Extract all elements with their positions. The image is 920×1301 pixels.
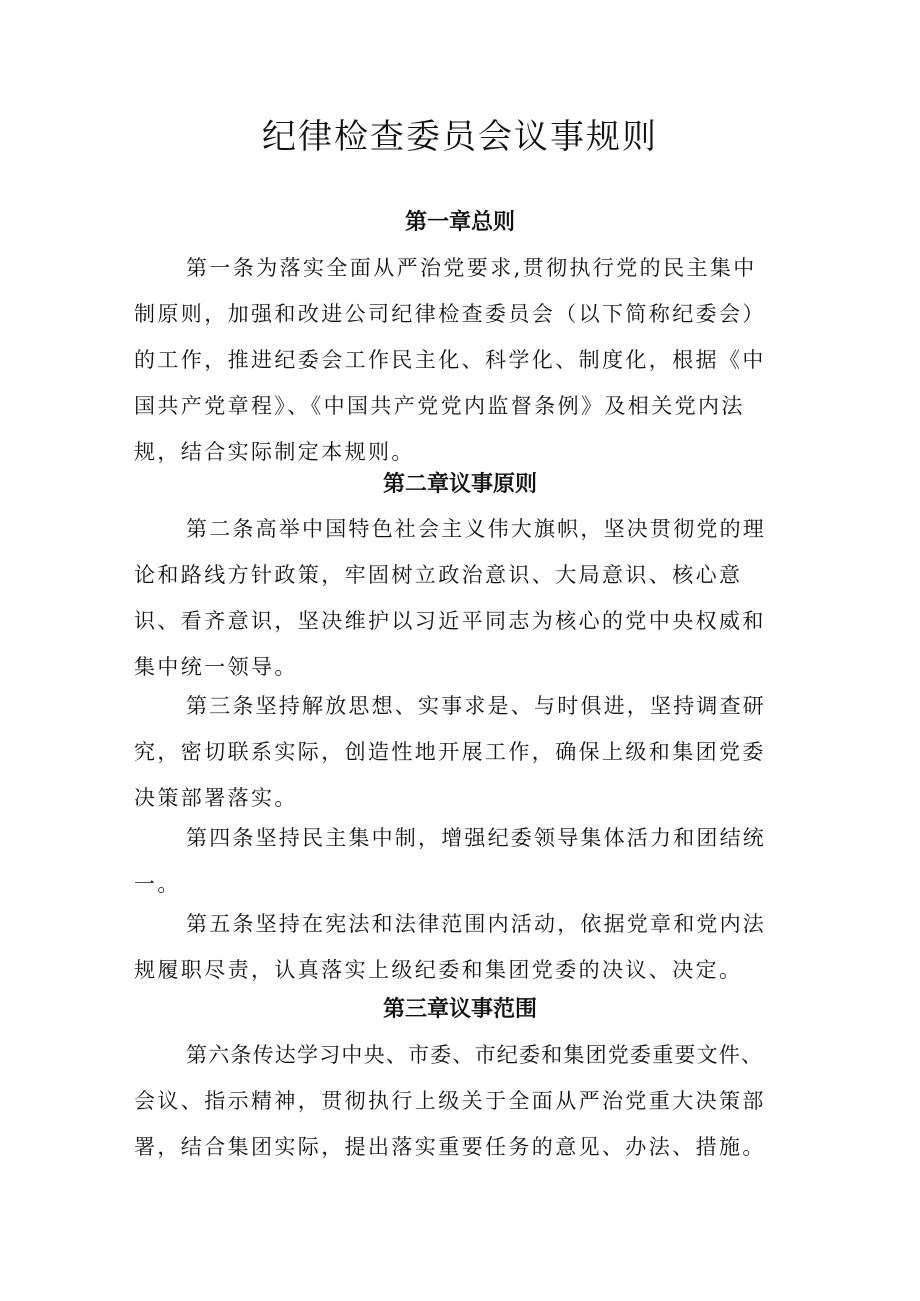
article-1-line-2: 制原则，加强和改进公司纪律检查委员会（以下简称纪委会） xyxy=(134,302,766,326)
chapter-heading-1: 第一章总则 xyxy=(404,210,515,235)
article-5-line-2: 规履职尽责，认真落实上级纪委和集团党委的决议、决定。 xyxy=(134,958,743,982)
article-3-line-2: 究，密切联系实际，创造性地开展工作，确保上级和集团党委 xyxy=(134,740,766,764)
article-6-paragraph xyxy=(134,1032,766,1170)
article-2-paragraph xyxy=(134,506,766,690)
article-2-line-3: 识、看齐意识，坚决维护以习近平同志为核心的党中央权威和 xyxy=(134,609,766,633)
article-3-paragraph xyxy=(134,683,766,821)
chapter-heading-2: 第二章议事原则 xyxy=(382,472,537,497)
article-1-line-5: 规，结合实际制定本规则。 xyxy=(134,440,415,464)
article-4-line-1: 第四条坚持民主集中制，增强纪委领导集体活力和团结统 xyxy=(186,826,766,850)
document-title: 纪律检查委员会议事规则 xyxy=(262,117,658,157)
article-6-line-2: 会议、指示精神，贯彻执行上级关于全面从严治党重大决策部 xyxy=(134,1089,766,1113)
article-1-line-3: 的工作，推进纪委会工作民主化、科学化、制度化，根据《中 xyxy=(134,348,766,372)
article-2-line-1: 第二条高举中国特色社会主义伟大旗帜，坚决贯彻党的理 xyxy=(186,517,766,541)
article-1-paragraph xyxy=(134,245,766,475)
article-3-line-1: 第三条坚持解放思想、实事求是、与时俱进，坚持调查研 xyxy=(186,694,766,718)
article-5-line-1: 第五条坚持在宪法和法律范围内活动，依据党章和党内法 xyxy=(186,912,766,936)
article-6-line-3: 署，结合集团实际，提出落实重要任务的意见、办法、措施。 xyxy=(134,1135,766,1159)
article-1-line-4: 国共产党章程》、《中国共产党党内监督条例》及相关党内法 xyxy=(134,394,745,418)
article-6-line-1: 第六条传达学习中央、市委、市纪委和集团党委重要文件、 xyxy=(186,1043,764,1067)
article-3-line-3: 决策部署落实。 xyxy=(134,786,298,810)
chapter-heading-3: 第三章议事范围 xyxy=(382,997,537,1022)
article-1-line-1: 第一条为落实全面从严治党要求,贯彻执行党的民主集中 xyxy=(186,256,757,280)
article-4-line-2: 一。 xyxy=(134,872,181,896)
article-2-line-4: 集中统一领导。 xyxy=(134,655,298,679)
article-5-paragraph xyxy=(134,901,766,993)
article-2-line-2: 论和路线方针政策，牢固树立政治意识、大局意识、核心意 xyxy=(134,563,743,587)
article-4-paragraph xyxy=(134,815,766,907)
